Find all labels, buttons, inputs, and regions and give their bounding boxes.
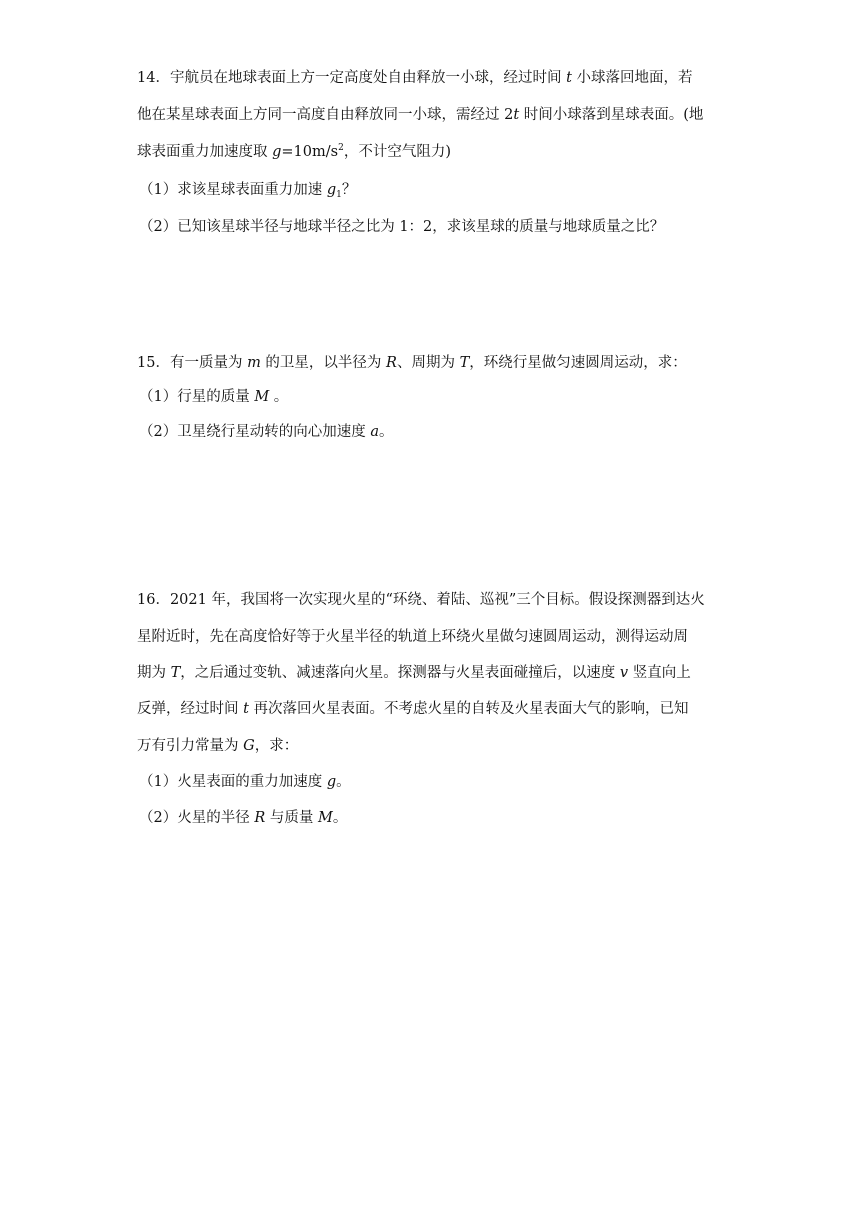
q14-part-1: （1）求该星球表面重力加速 $g_1$？ <box>139 182 357 200</box>
q16-part-2: （2）火星的半径 R 与质量 M。 <box>139 810 348 826</box>
q14-line-2: 他在某星球表面上方同一高度自由释放同一小球，需经过 2t 时间小球落到星球表面。(地 <box>137 107 704 123</box>
q15-part-2: （2）卫星绕行星动转的向心加速度 a。 <box>139 424 394 440</box>
q16-line-4: 反弹，经过时间 t 再次落回火星表面。不考虑火星的自转及火星表面大气的影响，已知 <box>137 701 689 717</box>
q15-part-1: （1）行星的质量 M 。 <box>139 389 289 405</box>
q16-line-5: 万有引力常量为 G，求： <box>137 738 299 754</box>
q14-line-1: 14．宇航员在地球表面上方一定高度处自由释放一小球，经过时间 t 小球落回地面，若 <box>137 70 693 86</box>
q16-line-1: 16．2021 年，我国将一次实现火星的“环绕、着陆、巡视”三个目标。假设探测器到达火 <box>137 592 705 608</box>
q16-line-2: 星附近时，先在高度恰好等于火星半径的轨道上环绕火星做匀速圆周运动，测得运动周 <box>137 629 688 645</box>
q16-line-3: 期为 T，之后通过变轨、减速落向火星。探测器与火星表面碰撞后，以速度 v 竖直向上 <box>137 665 691 681</box>
q15-line-1: 15．有一质量为 m 的卫星，以半径为 R、周期为 T，环绕行星做匀速圆周运动，求： <box>137 355 687 371</box>
q16-part-1: （1）火星表面的重力加速度 g。 <box>139 774 351 790</box>
q14-line-3: 球表面重力加速度取 $g=10m/s^2$，不计空气阻力) <box>137 143 451 160</box>
q14-part-2: （2）已知该星球半径与地球半径之比为 1：2，求该星球的质量与地球质量之比？ <box>139 219 665 235</box>
